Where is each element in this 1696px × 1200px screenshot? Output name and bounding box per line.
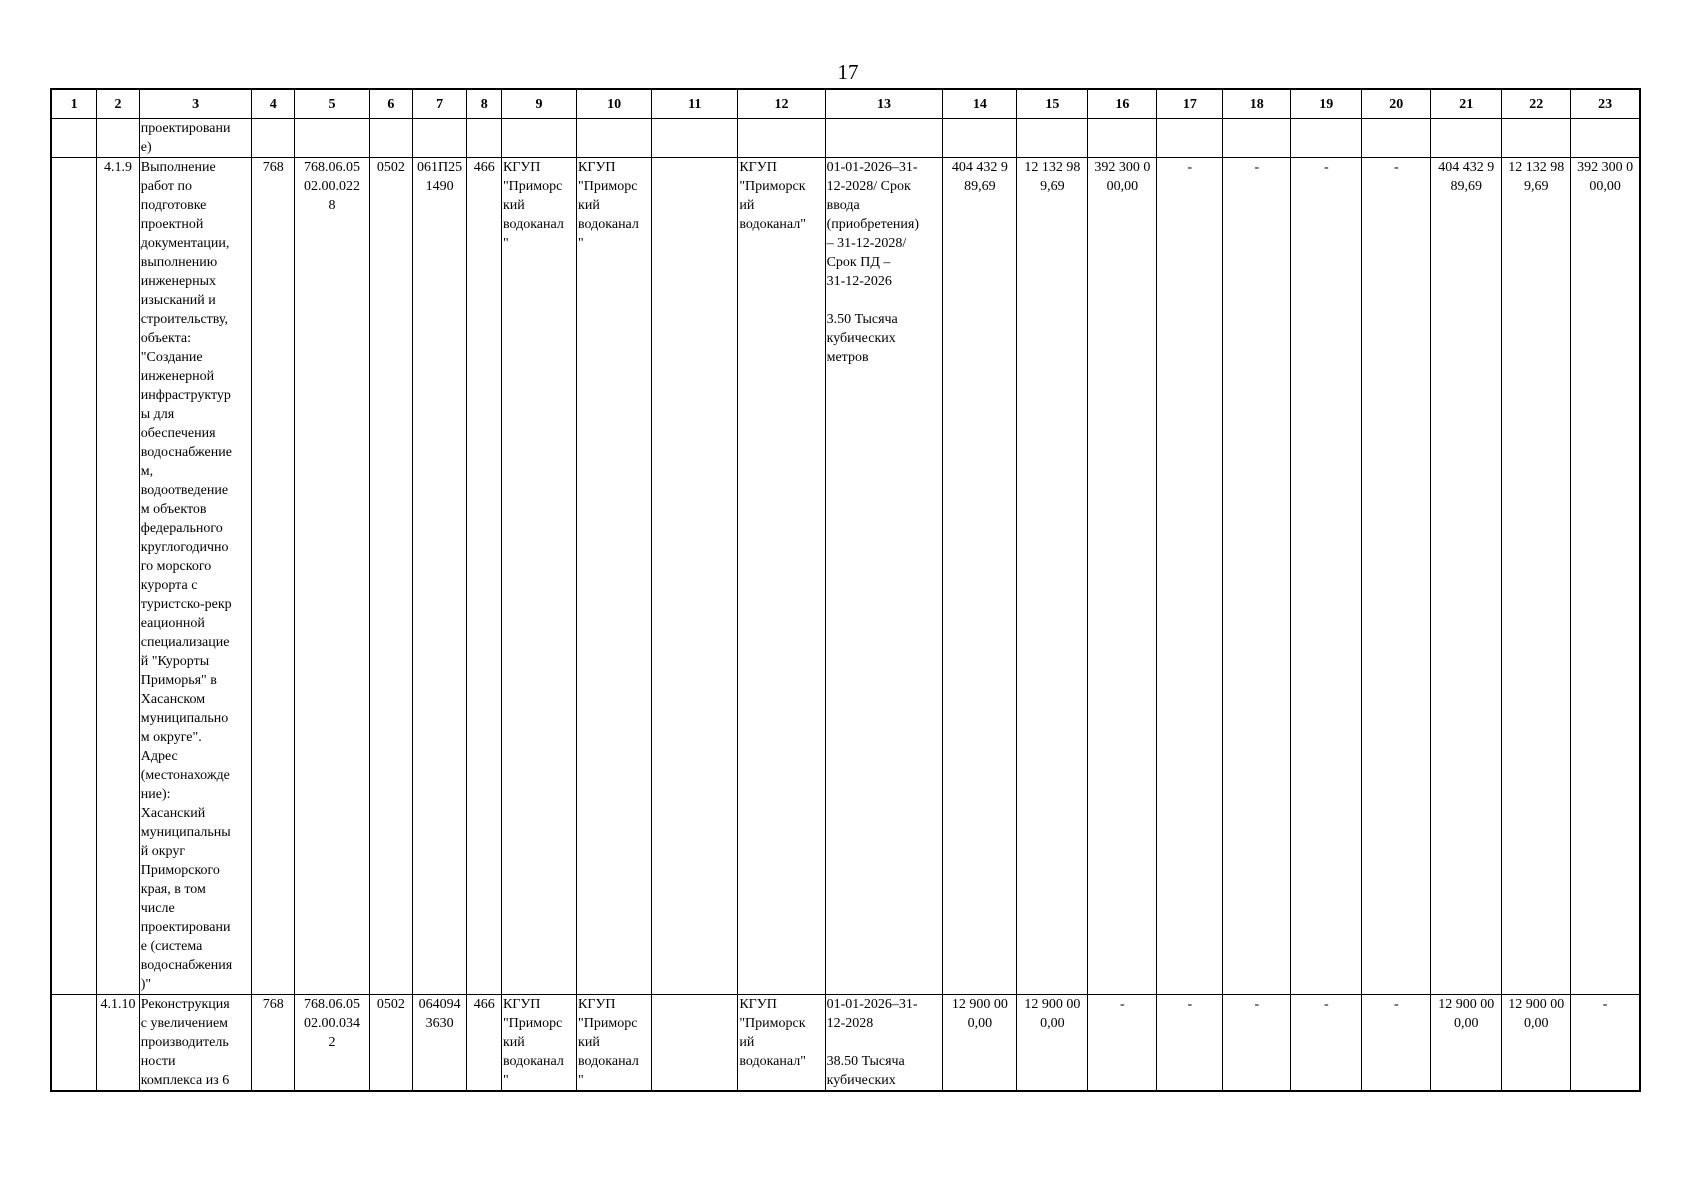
cell bbox=[252, 119, 295, 158]
cell bbox=[1431, 119, 1502, 158]
cell: - bbox=[1362, 995, 1431, 1092]
col-header: 10 bbox=[577, 89, 652, 119]
col-header: 4 bbox=[252, 89, 295, 119]
cell bbox=[1571, 119, 1640, 158]
cell bbox=[97, 119, 140, 158]
cell bbox=[652, 995, 738, 1092]
col-header: 15 bbox=[1017, 89, 1088, 119]
object-description: Выполнение работ по подготовке проектной документации, выполнению инженерных изысканий и строительству, объекта: "Создание инженерной инфраструктур ы для обеспечения водоснабжение м, водоотведение м объектов федерального круглогодично го морского курорта с туристско-рекр еационной специализацие й "Курорты Приморья" в Хасанском муниципально м округе". Адрес (местонахожде ние): Хасанский муниципальны й округ Приморского края, в том числе проектировани е (система водоснабжения )" bbox=[139, 158, 252, 995]
col-header: 16 bbox=[1088, 89, 1157, 119]
cell: 01-01-2026–31- 12-2028 38.50 Тысяча кубических bbox=[825, 995, 943, 1092]
cell: - bbox=[1088, 995, 1157, 1092]
col-header: 5 bbox=[295, 89, 370, 119]
cell bbox=[943, 119, 1017, 158]
cell bbox=[825, 119, 943, 158]
cell bbox=[1362, 119, 1431, 158]
cell: 392 300 0 00,00 bbox=[1571, 158, 1640, 995]
cell bbox=[501, 119, 576, 158]
cell bbox=[1088, 119, 1157, 158]
cell bbox=[1223, 119, 1291, 158]
cell: КГУП "Приморск ий водоканал" bbox=[738, 158, 825, 995]
cell: - bbox=[1157, 995, 1223, 1092]
table-row bbox=[51, 119, 1640, 158]
col-header: 3 bbox=[139, 89, 252, 119]
cell: КГУП "Приморск ий водоканал" bbox=[738, 995, 825, 1092]
object-description: Реконструкция с увеличением производитель ности комплекса из 6 bbox=[139, 995, 252, 1092]
cell bbox=[652, 158, 738, 995]
cell: КГУП "Приморс кий водоканал " bbox=[501, 995, 576, 1092]
col-header: 14 bbox=[943, 89, 1017, 119]
cell: 12 900 00 0,00 bbox=[1017, 995, 1088, 1092]
cell: КГУП "Приморс кий водоканал " bbox=[577, 158, 652, 995]
col-header: 2 bbox=[97, 89, 140, 119]
cell: 404 432 9 89,69 bbox=[1431, 158, 1502, 995]
cell bbox=[370, 119, 413, 158]
cell: - bbox=[1223, 995, 1291, 1092]
cell: 12 900 00 0,00 bbox=[1502, 995, 1571, 1092]
cell: 061П25 1490 bbox=[412, 158, 467, 995]
cell: 768.06.05 02.00.034 2 bbox=[295, 995, 370, 1092]
cell: 768.06.05 02.00.022 8 bbox=[295, 158, 370, 995]
col-header: 20 bbox=[1362, 89, 1431, 119]
col-header: 9 bbox=[501, 89, 576, 119]
header-row bbox=[51, 89, 1640, 119]
cell bbox=[51, 158, 97, 995]
cell: - bbox=[1291, 158, 1362, 995]
cell bbox=[1291, 119, 1362, 158]
cell bbox=[577, 119, 652, 158]
cell bbox=[1502, 119, 1571, 158]
cell: - bbox=[1291, 995, 1362, 1092]
cell: КГУП "Приморс кий водоканал " bbox=[577, 995, 652, 1092]
col-header: 21 bbox=[1431, 89, 1502, 119]
col-header: 7 bbox=[412, 89, 467, 119]
col-header: 8 bbox=[467, 89, 501, 119]
col-header: 22 bbox=[1502, 89, 1571, 119]
cell bbox=[51, 995, 97, 1092]
cell bbox=[1017, 119, 1088, 158]
col-header: 11 bbox=[652, 89, 738, 119]
col-header: 17 bbox=[1157, 89, 1223, 119]
col-header: 1 bbox=[51, 89, 97, 119]
cell: 12 900 00 0,00 bbox=[1431, 995, 1502, 1092]
cell: - bbox=[1157, 158, 1223, 995]
cell: 768 bbox=[252, 995, 295, 1092]
cell bbox=[1157, 119, 1223, 158]
cell: - bbox=[1362, 158, 1431, 995]
cell: 12 900 00 0,00 bbox=[943, 995, 1017, 1092]
col-header: 6 bbox=[370, 89, 413, 119]
cell: 12 132 98 9,69 bbox=[1502, 158, 1571, 995]
page-number: 17 bbox=[837, 60, 859, 84]
cell bbox=[467, 119, 501, 158]
col-header: 12 bbox=[738, 89, 825, 119]
table-row bbox=[51, 995, 1640, 1092]
col-header: 23 bbox=[1571, 89, 1640, 119]
cell: проектировани е) bbox=[139, 119, 252, 158]
cell bbox=[295, 119, 370, 158]
budget-table bbox=[50, 88, 1641, 1092]
col-header: 19 bbox=[1291, 89, 1362, 119]
cell bbox=[738, 119, 825, 158]
cell: 466 bbox=[467, 995, 501, 1092]
col-header: 18 bbox=[1223, 89, 1291, 119]
cell: 404 432 9 89,69 bbox=[943, 158, 1017, 995]
table-row bbox=[51, 158, 1640, 995]
cell: 466 bbox=[467, 158, 501, 995]
cell bbox=[652, 119, 738, 158]
cell: КГУП "Приморс кий водоканал " bbox=[501, 158, 576, 995]
col-header: 13 bbox=[825, 89, 943, 119]
cell: 392 300 0 00,00 bbox=[1088, 158, 1157, 995]
cell: 0502 bbox=[370, 158, 413, 995]
cell: 064094 3630 bbox=[412, 995, 467, 1092]
row-number: 4.1.10 bbox=[97, 995, 140, 1092]
cell: 12 132 98 9,69 bbox=[1017, 158, 1088, 995]
cell: 01-01-2026–31- 12-2028/ Срок ввода (приобретения) – 31-12-2028/ Срок ПД – 31-12-2026 3.50 Тысяча кубических метров bbox=[825, 158, 943, 995]
cell: 768 bbox=[252, 158, 295, 995]
cell: 0502 bbox=[370, 995, 413, 1092]
cell: - bbox=[1223, 158, 1291, 995]
cell bbox=[51, 119, 97, 158]
cell: - bbox=[1571, 995, 1640, 1092]
row-number: 4.1.9 bbox=[97, 158, 140, 995]
cell bbox=[412, 119, 467, 158]
